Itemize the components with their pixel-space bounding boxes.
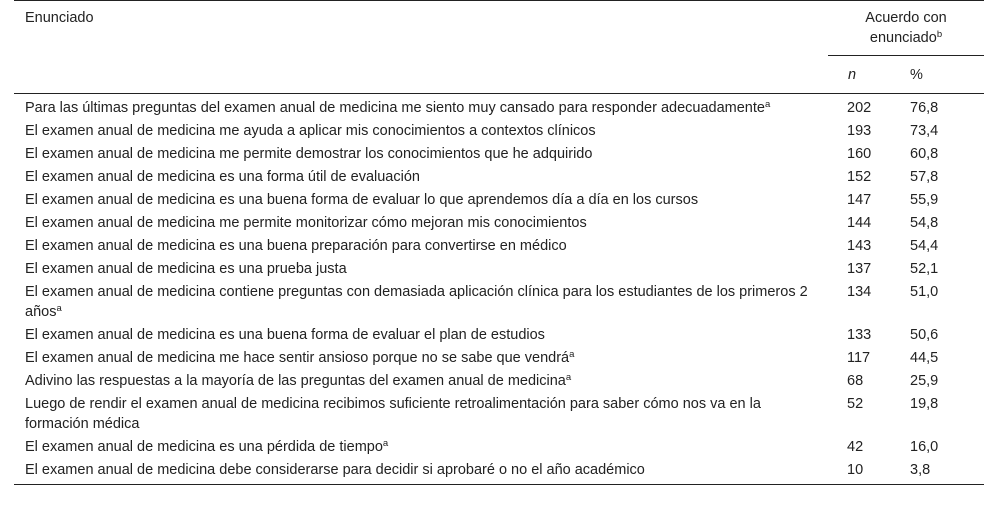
statement-column-header — [14, 1, 828, 94]
percent-cell: 54,8 — [910, 215, 939, 231]
statement-cell — [14, 119, 828, 142]
statement-text: El examen anual de medicina es una buena preparación para convertirse en médico — [25, 238, 567, 254]
n-cell: 52 — [847, 396, 864, 412]
table-row — [14, 188, 984, 211]
statement-text: El examen anual de medicina es una buena forma de evaluar lo que aprendemos día a día en los cursos — [25, 192, 699, 208]
footnote-marker: a — [56, 303, 62, 314]
statement-text: El examen anual de medicina debe considerarse para decidir si aprobaré o no el año académico — [25, 462, 645, 478]
n-cell: 193 — [847, 123, 872, 139]
table-row — [14, 257, 984, 280]
statement-cell — [14, 458, 828, 485]
table-row — [14, 142, 984, 165]
n-cell: 144 — [847, 215, 872, 231]
table-row — [14, 323, 984, 346]
percent-column-header: % — [910, 67, 923, 83]
percent-cell: 19,8 — [910, 396, 939, 412]
n-cell: 133 — [847, 327, 872, 343]
statement-text: El examen anual de medicina me permite monitorizar cómo mejoran mis conocimientos — [25, 215, 587, 231]
n-cell: 134 — [847, 284, 872, 300]
table-body — [14, 94, 984, 485]
statement-text: Luego de rendir el examen anual de medicina recibimos suficiente retroalimentación para saber cómo nos va en la formación médica — [25, 396, 761, 432]
n-cell: 137 — [847, 261, 872, 277]
footnote-marker: b — [936, 29, 943, 40]
statement-text: El examen anual de medicina es una pérdida de tiempo — [25, 439, 383, 455]
agreement-group-header — [828, 1, 984, 56]
table-row — [14, 458, 984, 485]
statement-text: El examen anual de medicina es una prueba justa — [25, 261, 347, 277]
percent-cell: 3,8 — [910, 462, 931, 478]
percent-cell: 52,1 — [910, 261, 939, 277]
footnote-marker: a — [569, 349, 575, 360]
statement-cell — [14, 94, 828, 120]
table-row — [14, 435, 984, 458]
footnote-marker: a — [565, 372, 572, 383]
statement-text: El examen anual de medicina me hace sentir ansioso porque no se sabe que vendrá — [25, 350, 570, 366]
n-cell: 68 — [847, 373, 864, 389]
statement-cell — [14, 280, 828, 323]
table-header — [14, 1, 984, 94]
table-row — [14, 280, 984, 323]
n-cell: 147 — [847, 192, 872, 208]
statement-cell — [14, 188, 828, 211]
footnote-marker: a — [764, 99, 771, 110]
statement-cell — [14, 435, 828, 458]
table-row — [14, 234, 984, 257]
percent-cell: 60,8 — [910, 146, 939, 162]
statement-cell — [14, 392, 828, 435]
percent-cell: 50,6 — [910, 327, 939, 343]
table-row — [14, 211, 984, 234]
n-cell: 202 — [847, 100, 872, 116]
table-row — [14, 94, 984, 120]
statement-text: El examen anual de medicina es una forma útil de evaluación — [25, 169, 420, 185]
table-row — [14, 392, 984, 435]
percent-cell: 44,5 — [910, 350, 939, 366]
agreement-table — [14, 0, 984, 485]
statement-cell — [14, 346, 828, 369]
table-row — [14, 346, 984, 369]
statement-text: El examen anual de medicina contiene preguntas con demasiada aplicación clínica para los estudiantes de los primeros 2 años — [25, 284, 808, 320]
statement-text: Adivino las respuestas a la mayoría de las preguntas del examen anual de medicina — [25, 373, 566, 389]
percent-cell: 51,0 — [910, 284, 939, 300]
n-cell: 42 — [847, 439, 864, 455]
table-row — [14, 165, 984, 188]
percent-cell: 25,9 — [910, 373, 939, 389]
n-cell: 143 — [847, 238, 872, 254]
table-row — [14, 369, 984, 392]
table-row — [14, 119, 984, 142]
statement-text: Para las últimas preguntas del examen anual de medicina me siento muy cansado para responder adecuadamente — [25, 100, 765, 116]
statement-cell — [14, 323, 828, 346]
table-container — [14, 0, 1000, 485]
n-cell: 117 — [847, 350, 871, 366]
header-row-1 — [14, 1, 984, 56]
percent-cell: 73,4 — [910, 123, 939, 139]
statement-cell — [14, 234, 828, 257]
percent-cell: 55,9 — [910, 192, 939, 208]
footnote-marker: a — [382, 438, 389, 449]
statement-cell — [14, 369, 828, 392]
statement-cell — [14, 257, 828, 280]
n-cell: 160 — [847, 146, 872, 162]
n-cell: 10 — [847, 462, 864, 478]
agreement-group-label: Acuerdo con enunciado — [865, 10, 947, 46]
percent-cell: 16,0 — [910, 439, 939, 455]
statement-text: El examen anual de medicina me ayuda a aplicar mis conocimientos a contextos clínicos — [25, 123, 596, 139]
statement-cell — [14, 211, 828, 234]
statement-text: El examen anual de medicina me permite demostrar los conocimientos que he adquirido — [25, 146, 593, 162]
statement-text: El examen anual de medicina es una buena forma de evaluar el plan de estudios — [25, 327, 545, 343]
percent-cell: 54,4 — [910, 238, 939, 254]
statement-header-label: Enunciado — [25, 10, 94, 26]
n-column-header: n — [848, 67, 857, 83]
n-cell: 152 — [847, 169, 872, 185]
statement-cell — [14, 142, 828, 165]
statement-cell — [14, 165, 828, 188]
percent-cell: 76,8 — [910, 100, 939, 116]
percent-cell: 57,8 — [910, 169, 939, 185]
